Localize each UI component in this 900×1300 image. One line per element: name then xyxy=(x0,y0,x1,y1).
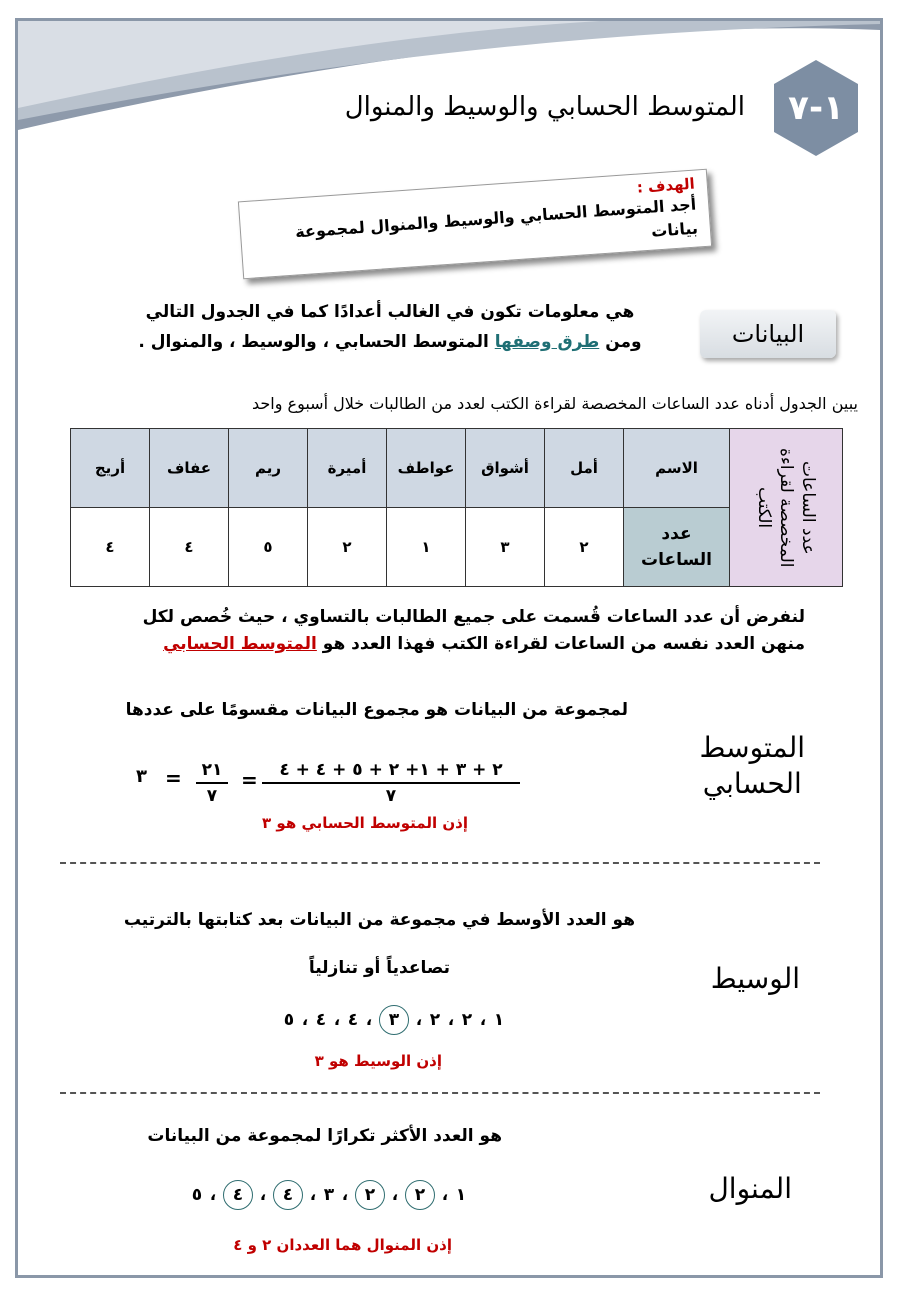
hours-table xyxy=(70,428,843,587)
mode-separator: ، xyxy=(341,1185,349,1205)
mode-definition: هو العدد الأكثر تكرارًا لمجموعة من البيانات xyxy=(147,1126,502,1146)
table-header-row xyxy=(71,429,843,508)
median-separator: ، xyxy=(415,1010,423,1030)
median-separator: ، xyxy=(479,1010,487,1030)
table-cell-name: أريج xyxy=(71,429,150,508)
table-header-name: الاسم xyxy=(624,429,730,508)
mode-value: ١ xyxy=(455,1185,467,1205)
median-definition-line1: هو العدد الأوسط في مجموعة من البيانات بعد كتابتها بالترتيب xyxy=(123,910,635,930)
divider-1 xyxy=(60,862,820,864)
median-value: ٥ xyxy=(283,1010,295,1030)
assumption-line2 xyxy=(85,631,805,658)
mode-separator: ، xyxy=(441,1185,449,1205)
median-heading: الوسيط xyxy=(710,962,800,995)
mode-conclusion: إذن المنوال هما العددان ٢ و ٤ xyxy=(233,1236,452,1254)
table-cell-hours: ٤ xyxy=(71,508,150,587)
mean-heading xyxy=(700,730,805,802)
median-separator: ، xyxy=(447,1010,455,1030)
assumption-highlight: المتوسط الحسابي xyxy=(163,634,317,654)
mode-circled-value: ٢ xyxy=(405,1180,435,1210)
mean-sum-numerator: ٢١ xyxy=(196,760,228,784)
mean-fraction-sum xyxy=(196,760,228,806)
table-cell-name: أميرة xyxy=(308,429,387,508)
mode-separator: ، xyxy=(259,1185,267,1205)
mode-separator: ، xyxy=(209,1185,217,1205)
median-value: ٢ xyxy=(429,1010,441,1030)
data-definition-line2 xyxy=(110,327,670,357)
mean-heading-line1: المتوسط xyxy=(699,731,805,764)
table-cell-name: ريم xyxy=(229,429,308,508)
mean-sum-denominator: ٧ xyxy=(206,786,218,806)
data-label-box: البيانات xyxy=(700,310,836,358)
median-circled-value: ٣ xyxy=(379,1005,409,1035)
median-conclusion: إذن الوسيط هو ٣ xyxy=(314,1052,442,1070)
median-separator: ، xyxy=(301,1010,309,1030)
table-cell-hours: ٣ xyxy=(466,508,545,587)
mode-value: ٣ xyxy=(323,1185,335,1205)
description-methods-link: طرق وصفها xyxy=(494,332,600,352)
data-definition xyxy=(110,297,670,357)
table-cell-name: أمل xyxy=(545,429,624,508)
table-cell-hours: ٢ xyxy=(545,508,624,587)
median-value: ٢ xyxy=(461,1010,473,1030)
mode-value: ٥ xyxy=(191,1185,203,1205)
assumption-paragraph xyxy=(85,604,805,658)
mean-equals-2: = xyxy=(165,766,182,790)
median-value: ٤ xyxy=(315,1010,327,1030)
table-hours-row xyxy=(71,508,843,587)
table-intro: يبين الجدول أدناه عدد الساعات المخصصة لقراءة الكتب لعدد من الطالبات خلال أسبوع واحد xyxy=(251,394,858,413)
mode-separator: ، xyxy=(391,1185,399,1205)
assumption-line1: لنفرض أن عدد الساعات قُسمت على جميع الطالبات بالتساوي ، حيث خُصص لكل xyxy=(142,607,805,627)
mean-fraction-main xyxy=(262,760,520,806)
mode-heading: المنوال xyxy=(708,1172,792,1205)
section-number: ١-٧ xyxy=(788,88,844,128)
mode-circled-value: ٤ xyxy=(273,1180,303,1210)
mode-circled-value: ٢ xyxy=(355,1180,385,1210)
table-cell-hours: ٢ xyxy=(308,508,387,587)
table-cell-name: عفاف xyxy=(150,429,229,508)
median-sequence xyxy=(283,1005,505,1035)
table-cell-hours: ٥ xyxy=(229,508,308,587)
mode-separator: ، xyxy=(309,1185,317,1205)
data-definition-start: ومن xyxy=(605,332,642,352)
data-definition-end: المتوسط الحسابي ، والوسيط ، والمنوال . xyxy=(138,332,489,352)
mode-circled-value: ٤ xyxy=(223,1180,253,1210)
table-cell-name: أشواق xyxy=(466,429,545,508)
mean-numerator: ٢ + ٣ + ١+ ٢ + ٥ + ٤ + ٤ xyxy=(262,760,520,784)
table-cell-hours: ١ xyxy=(387,508,466,587)
median-definition-line2: تصاعدياً أو تنازلياً xyxy=(308,958,450,978)
median-value: ٤ xyxy=(347,1010,359,1030)
mean-heading-line2: الحسابي xyxy=(702,767,802,800)
table-cell-hours: ٤ xyxy=(150,508,229,587)
median-value: ١ xyxy=(493,1010,505,1030)
mean-conclusion: إذن المتوسط الحسابي هو ٣ xyxy=(262,814,468,832)
table-row-label: عدد الساعات xyxy=(624,508,730,587)
median-separator: ، xyxy=(365,1010,373,1030)
divider-2 xyxy=(60,1092,820,1094)
table-side-label: عدد الساعات المخصصة لقراءة الكتب xyxy=(730,429,843,587)
page-title: المتوسط الحسابي والوسيط والمنوال xyxy=(344,92,745,122)
assumption-line2-text: منهن العدد نفسه من الساعات لقراءة الكتب فهذا العدد هو xyxy=(322,634,805,654)
mean-equals-1: = xyxy=(241,768,258,792)
mean-definition: لمجموعة من البيانات هو مجموع البيانات مقسومًا على عددها xyxy=(125,700,628,720)
goal-label: الهدف : xyxy=(636,174,696,197)
mean-denominator: ٧ xyxy=(385,786,397,806)
median-separator: ، xyxy=(333,1010,341,1030)
goal-text: أجد المتوسط الحسابي والوسيط والمنوال لمجموعة بيانات xyxy=(294,194,699,242)
data-definition-line1: هي معلومات تكون في الغالب أعدادًا كما في الجدول التالي xyxy=(145,302,635,322)
table-cell-name: عواطف xyxy=(387,429,466,508)
mean-answer: ٣ xyxy=(136,766,147,787)
mode-sequence xyxy=(191,1180,467,1210)
